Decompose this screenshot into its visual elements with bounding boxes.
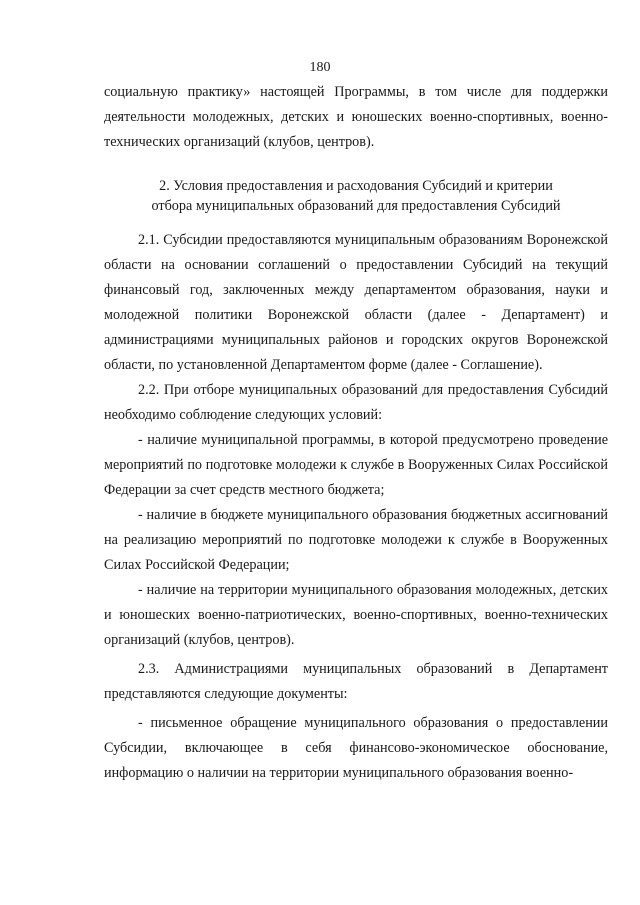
- section-heading-line-1: 2. Условия предоставления и расходования Субсидий и критерии: [159, 178, 553, 194]
- paragraph-2-1: 2.1. Субсидии предоставляются муниципальным образованиям Воронежской области на основании соглашений о предоставлении Субсидий на текущий финансовый год, заключенных между департаментом образования, науки и молодежной политики Воронежской области (далее - Департамент) и администрациями муниципальных районов и городских округов Воронежской области, по установленной Департаментом форме (далее - Соглашение).: [104, 232, 608, 373]
- paragraph-2-3: 2.3. Администрациями муниципальных образований в Департамент представляются следующие документы:: [104, 661, 608, 702]
- section-heading-line-2: отбора муниципальных образований для предоставления Субсидий: [151, 198, 561, 214]
- intro-paragraph: социальную практику» настоящей Программы, в том числе для поддержки деятельности молодежных, детских и юношеских военно-спортивных, военно-технических организаций (клубов, центров).: [104, 84, 608, 150]
- condition-item-2: - наличие в бюджете муниципального образования бюджетных ассигнований на реализацию мероприятий по подготовке молодежи к службе в Вооруженных Силах Российской Федерации;: [104, 507, 608, 573]
- document-body: [104, 80, 608, 786]
- page-number: 180: [309, 60, 331, 75]
- paragraph-2-2: 2.2. При отборе муниципальных образований для предоставления Субсидий необходимо соблюдение следующих условий:: [104, 382, 608, 423]
- condition-item-1: - наличие муниципальной программы, в которой предусмотрено проведение мероприятий по подготовке молодежи к службе в Вооруженных Силах Российской Федерации за счет средств местного бюджета;: [104, 432, 608, 498]
- section-heading: [104, 176, 608, 216]
- condition-item-3: - наличие на территории муниципального образования молодежных, детских и юношеских военно-патриотических, военно-спортивных, военно-технических организаций (клубов, центров).: [104, 582, 608, 648]
- document-item-1: - письменное обращение муниципального образования о предоставлении Субсидии, включающее в себя финансово-экономическое обоснование, информацию о наличии на территории муниципального образования военно-: [104, 715, 608, 781]
